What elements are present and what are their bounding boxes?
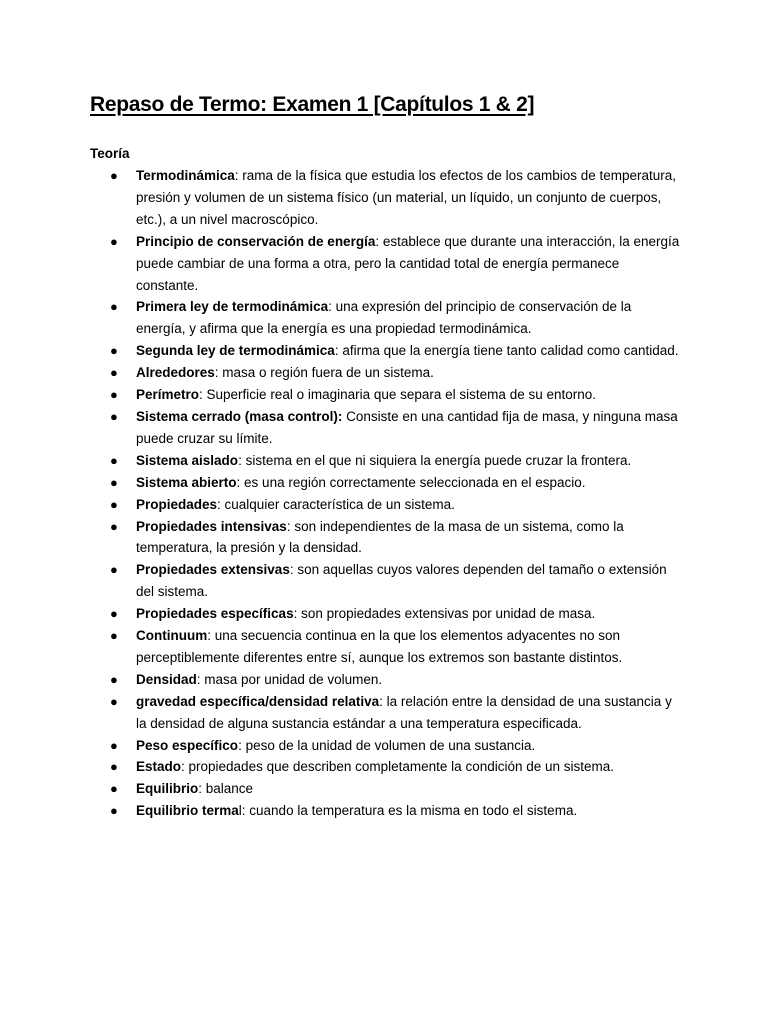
term-definition: : afirma que la energía tiene tanto calidad como cantidad. — [334, 343, 679, 359]
bullet-icon: ● — [110, 737, 118, 753]
list-item — [0, 625, 768, 669]
term-definition: : son propiedades extensivas por unidad de masa. — [293, 606, 596, 622]
term-definition: : propiedades que describen completamente la condición de un sistema. — [181, 759, 615, 775]
bullet-icon: ● — [110, 671, 118, 687]
list-item — [0, 669, 768, 691]
term-label: Propiedades extensivas — [136, 562, 290, 578]
term-label: Sistema abierto — [136, 474, 237, 490]
term-label: Sistema cerrado (masa control): — [136, 408, 343, 424]
list-item — [0, 735, 768, 757]
term-definition: : masa por unidad de volumen. — [196, 671, 383, 687]
list-item — [0, 800, 768, 822]
document-title: Repaso de Termo: Examen 1 [Capítulos 1 & 2] — [90, 93, 535, 116]
term-label: Alrededores — [136, 365, 215, 381]
list-item — [0, 778, 768, 800]
list-item — [0, 603, 768, 625]
list-item — [0, 362, 768, 384]
term-definition: : la relación entre la densidad de una sustancia y la densidad de alguna sustancia estándar a una temperatura especificada. — [136, 693, 672, 731]
term-definition: Consiste en una cantidad fija de masa, y ninguna masa puede cruzar su límite. — [136, 408, 678, 446]
term-label: Equilibrio terma — [136, 803, 239, 819]
list-item — [0, 559, 768, 603]
term-definition: : balance — [198, 781, 254, 797]
term-definition: : establece que durante una interacción, la energía puede cambiar de una forma a otra, pero la cantidad total de energía permanece constante. — [136, 233, 680, 293]
term-definition: : peso de la unidad de volumen de una sustancia. — [238, 737, 536, 753]
bullet-icon: ● — [110, 759, 118, 775]
bullet-icon: ● — [110, 474, 118, 490]
bullet-icon: ● — [110, 606, 118, 622]
bullet-icon: ● — [110, 168, 118, 183]
bullet-icon: ● — [110, 562, 118, 578]
term-label: Peso específico — [136, 737, 239, 753]
term-label: Perímetro — [136, 387, 200, 403]
list-item — [0, 296, 768, 340]
bullet-icon: ● — [110, 452, 118, 468]
term-definition: : una expresión del principio de conservación de la energía, y afirma que la energía es una propiedad termodinámica. — [136, 299, 632, 337]
term-label: Primera ley de termodinámica — [136, 299, 329, 315]
bullet-icon: ● — [110, 299, 118, 315]
term-definition: : masa o región fuera de un sistema. — [214, 365, 434, 381]
bullet-icon: ● — [110, 387, 118, 403]
term-definition: : una secuencia continua en la que los elementos adyacentes no son perceptiblemente diferentes entre sí, aunque los extremos son bastante distintos. — [136, 628, 623, 665]
term-definition: l: cuando la temperatura es la misma en todo el sistema. — [238, 803, 578, 819]
bullet-icon: ● — [110, 408, 118, 424]
term-definition: : son aquellas cuyos valores dependen del tamaño o extensión del sistema. — [136, 562, 667, 600]
list-item — [0, 516, 768, 560]
term-definition: : son independientes de la masa de un sistema, como la temperatura, la presión y la densidad. — [136, 518, 624, 556]
bullet-icon: ● — [110, 693, 118, 709]
bullet-icon: ● — [110, 343, 118, 359]
list-item — [0, 340, 768, 362]
bullet-icon: ● — [110, 365, 118, 381]
list-item — [0, 384, 768, 406]
term-label: Continuum — [136, 628, 208, 644]
term-definition: : rama de la física que estudia los efectos de los cambios de temperatura, presión y volumen de un sistema físico (un material, un líquido, un conjunto de cuerpos, etc.), a un nivel macroscópico. — [136, 168, 677, 227]
bullet-icon: ● — [110, 518, 118, 534]
list-item — [0, 450, 768, 472]
term-label: Termodinámica — [136, 168, 235, 183]
bullet-icon: ● — [110, 781, 118, 797]
term-label: Estado — [136, 759, 182, 775]
term-label: Propiedades — [136, 496, 218, 512]
term-label: Propiedades intensivas — [136, 518, 287, 534]
term-definition: : es una región correctamente seleccionada en el espacio. — [236, 474, 586, 490]
term-label: Equilibrio — [136, 781, 199, 797]
list-item — [0, 494, 768, 516]
list-item — [0, 691, 768, 735]
list-item — [0, 756, 768, 778]
list-item — [0, 165, 768, 231]
term-definition: : cualquier característica de un sistema. — [217, 496, 455, 512]
bullet-icon: ● — [110, 628, 118, 644]
list-item — [0, 472, 768, 494]
term-definition: : sistema en el que ni siquiera la energía puede cruzar la frontera. — [238, 452, 632, 468]
bullet-icon: ● — [110, 233, 118, 249]
section-heading: Teoría — [90, 146, 130, 161]
list-item — [0, 406, 768, 450]
term-label: Segunda ley de termodinámica — [136, 343, 335, 359]
term-label: Sistema aislado — [136, 452, 239, 468]
term-label: Densidad — [136, 671, 197, 687]
term-definition: : Superficie real o imaginaria que separa el sistema de su entorno. — [199, 387, 597, 403]
definition-list — [0, 165, 768, 822]
list-item — [0, 231, 768, 297]
term-label: Principio de conservación de energía — [136, 233, 376, 249]
bullet-icon: ● — [110, 803, 118, 819]
bullet-icon: ● — [110, 496, 118, 512]
term-label: Propiedades específicas — [136, 606, 294, 622]
term-label: gravedad específica/densidad relativa — [136, 693, 380, 709]
